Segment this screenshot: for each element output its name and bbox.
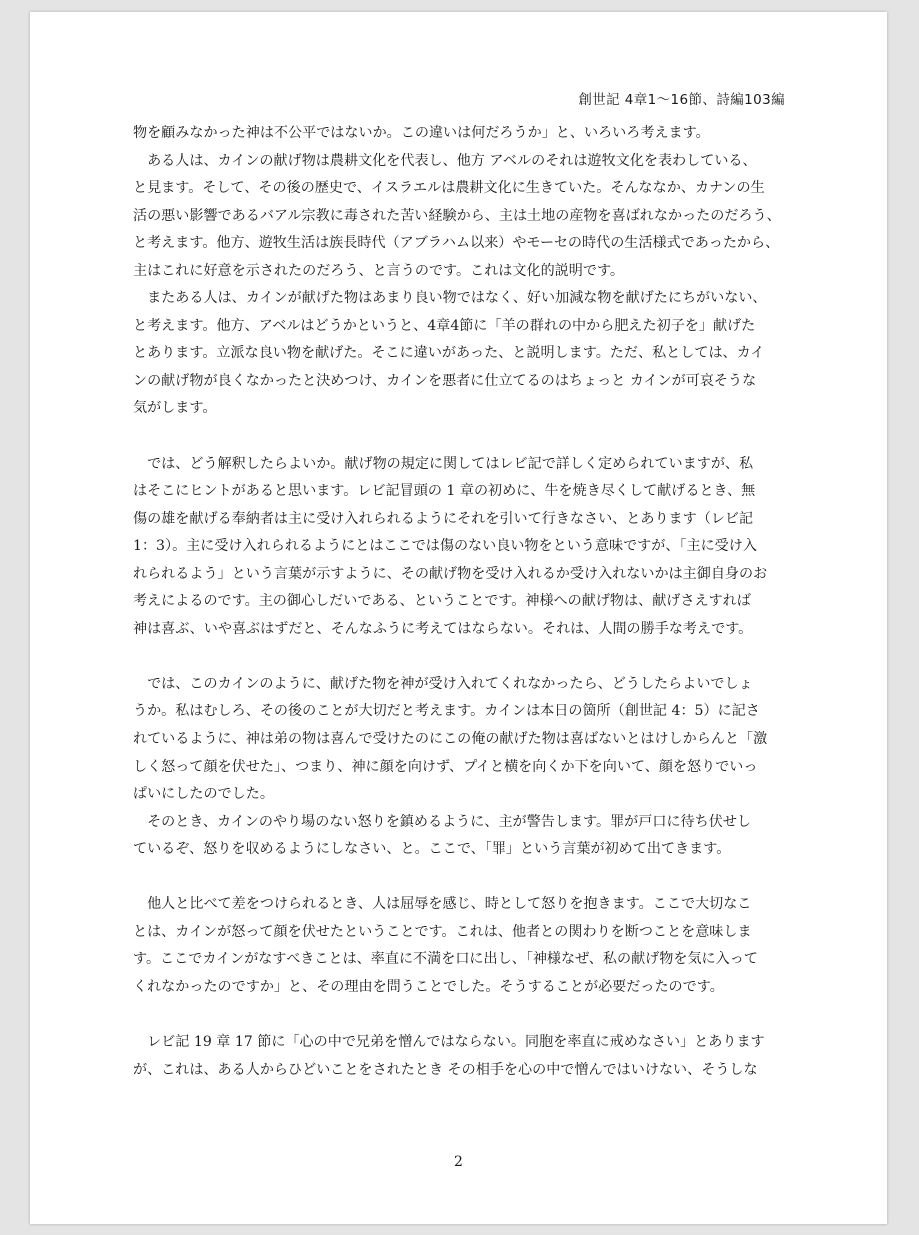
paragraph-gap [133,864,790,892]
text-line: 他人と比べて差をつけられるとき、人は屈辱を感じ、時として怒りを抱きます。ここで大切なこ [133,896,752,913]
text-line: 物を顧みなかった神は不公平ではないか。この違いは何だろうか」と、いろいろ考えます。 [133,125,710,141]
page-header: 創世記 4章1〜16節、詩編103編 [578,92,785,108]
body-text [133,120,790,1084]
text-line: しく怒って顔を伏せた」、つまり、神に顔を向けず、プイと横を向くか下を向いて、顔を怒りでいっ [133,758,758,775]
text-line: 主はこれに好意を示されたのだろう、と言うのです。これは文化的説明です。 [133,262,625,279]
text-line: うか。私はむしろ、その後のことが大切だと考えます。カインは本日の箇所（創世記 4：5）に記さ [133,703,760,720]
text-line: 活の悪い影響であるバアル宗教に毒された苦い経験から、主は土地の産物を喜ばれなかったのだろう、 [133,207,781,224]
text-line: またある人は、カインが献げた物はあまり良い物ではなく、好い加減な物を献げたにちがいない、 [133,290,767,307]
text-line: 考えによるのです。主の御心しだいである、ということです。神様への献げ物は、献げさえすれば [133,593,751,610]
text-line: くれなかったのですか」と、その理由を問うことでした。そうすることが必要だったのです。 [133,978,724,995]
text-line: レビ記 19 章 17 節に「心の中で兄弟を憎んではならない。同胞を率直に戒めなさい」とあります [133,1034,765,1051]
text-line: 傷の雄を献げる奉納者は主に受け入れられるようにそれを引いて行きなさい、とあります（レビ記 [133,510,754,527]
document-page [30,12,887,1224]
text-line: と考えます。他方、遊牧生活は族長時代（アブラハム以来）やモーセの時代の生活様式であったから、 [133,235,780,252]
text-line: 気がします。 [133,400,217,417]
text-line: れられるよう」という言葉が示すように、その献げ物を受け入れるか受け入れないかは主御自身のお [133,565,768,582]
text-line: が、これは、ある人からひどいことをされたとき その相手を心の中で憎んではいけない、そうしな [133,1061,758,1078]
text-line: す。ここでカインがなすべきことは、率直に不満を口に出し、「神様なぜ、私の献げ物を気に入って [133,951,758,968]
text-line: ンの献げ物が良くなかったと決めつけ、カインを悪者に仕立てるのはちょっと カインが可哀そうな [133,372,757,389]
text-line: では、どう解釈したらよいか。献げ物の規定に関してはレビ記で詳しく定められていますが、私 [133,455,754,472]
text-line: とは、カインが怒って顔を伏せたということです。これは、他者との関わりを断つことを意味しま [133,923,752,940]
text-line: ある人は、カインの献げ物は農耕文化を代表し、他方 アベルのそれは遊牧文化を表わしている、 [133,152,757,169]
text-line: れているように、神は弟の物は喜んで受けたのにこの俺の献げた物は喜ばないとはけしからんと「激 [133,731,768,748]
paragraph-gap [133,643,790,671]
text-line: 神は喜ぶ、いや喜ぶはずだと、そんなふうに考えてはならない。それは、人間の勝手な考えです。 [133,620,753,637]
text-line: ぱいにしたのでした。 [133,786,274,803]
text-line: とあります。立派な良い物を献げた。そこに違いがあった、と説明します。ただ、私としては、カイ [133,345,765,362]
text-line: ているぞ、怒りを収めるようにしなさい、と。ここで、「罪」という言葉が初めて出てきます。 [133,841,731,858]
paragraph-gap [133,423,790,451]
text-line: と考えます。他方、アベルはどうかというと、4章4節に「羊の群れの中から肥えた初子を」献げた [133,317,756,334]
text-line: では、このカインのように、献げた物を神が受け入れてくれなかったら、どうしたらよいでしょ [133,675,753,692]
paragraph-gap [133,1002,790,1030]
text-line: 1：3）。主に受け入れられるようにとはここでは傷のない良い物をという意味ですが、「主に受け入 [133,538,757,555]
text-line: そのとき、カインのやり場のない怒りを鎮めるように、主が警告します。罪が戸口に待ち伏せし [133,813,752,830]
page-number: 2 [454,1154,463,1170]
text-line: と見ます。そして、その後の歴史で、イスラエルは農耕文化に生きていた。そんななか、カナンの生 [133,180,765,197]
text-line: はそこにヒントがあると思います。レビ記冒頭の 1 章の初めに、牛を焼き尽くして献げるとき、無 [133,483,756,500]
